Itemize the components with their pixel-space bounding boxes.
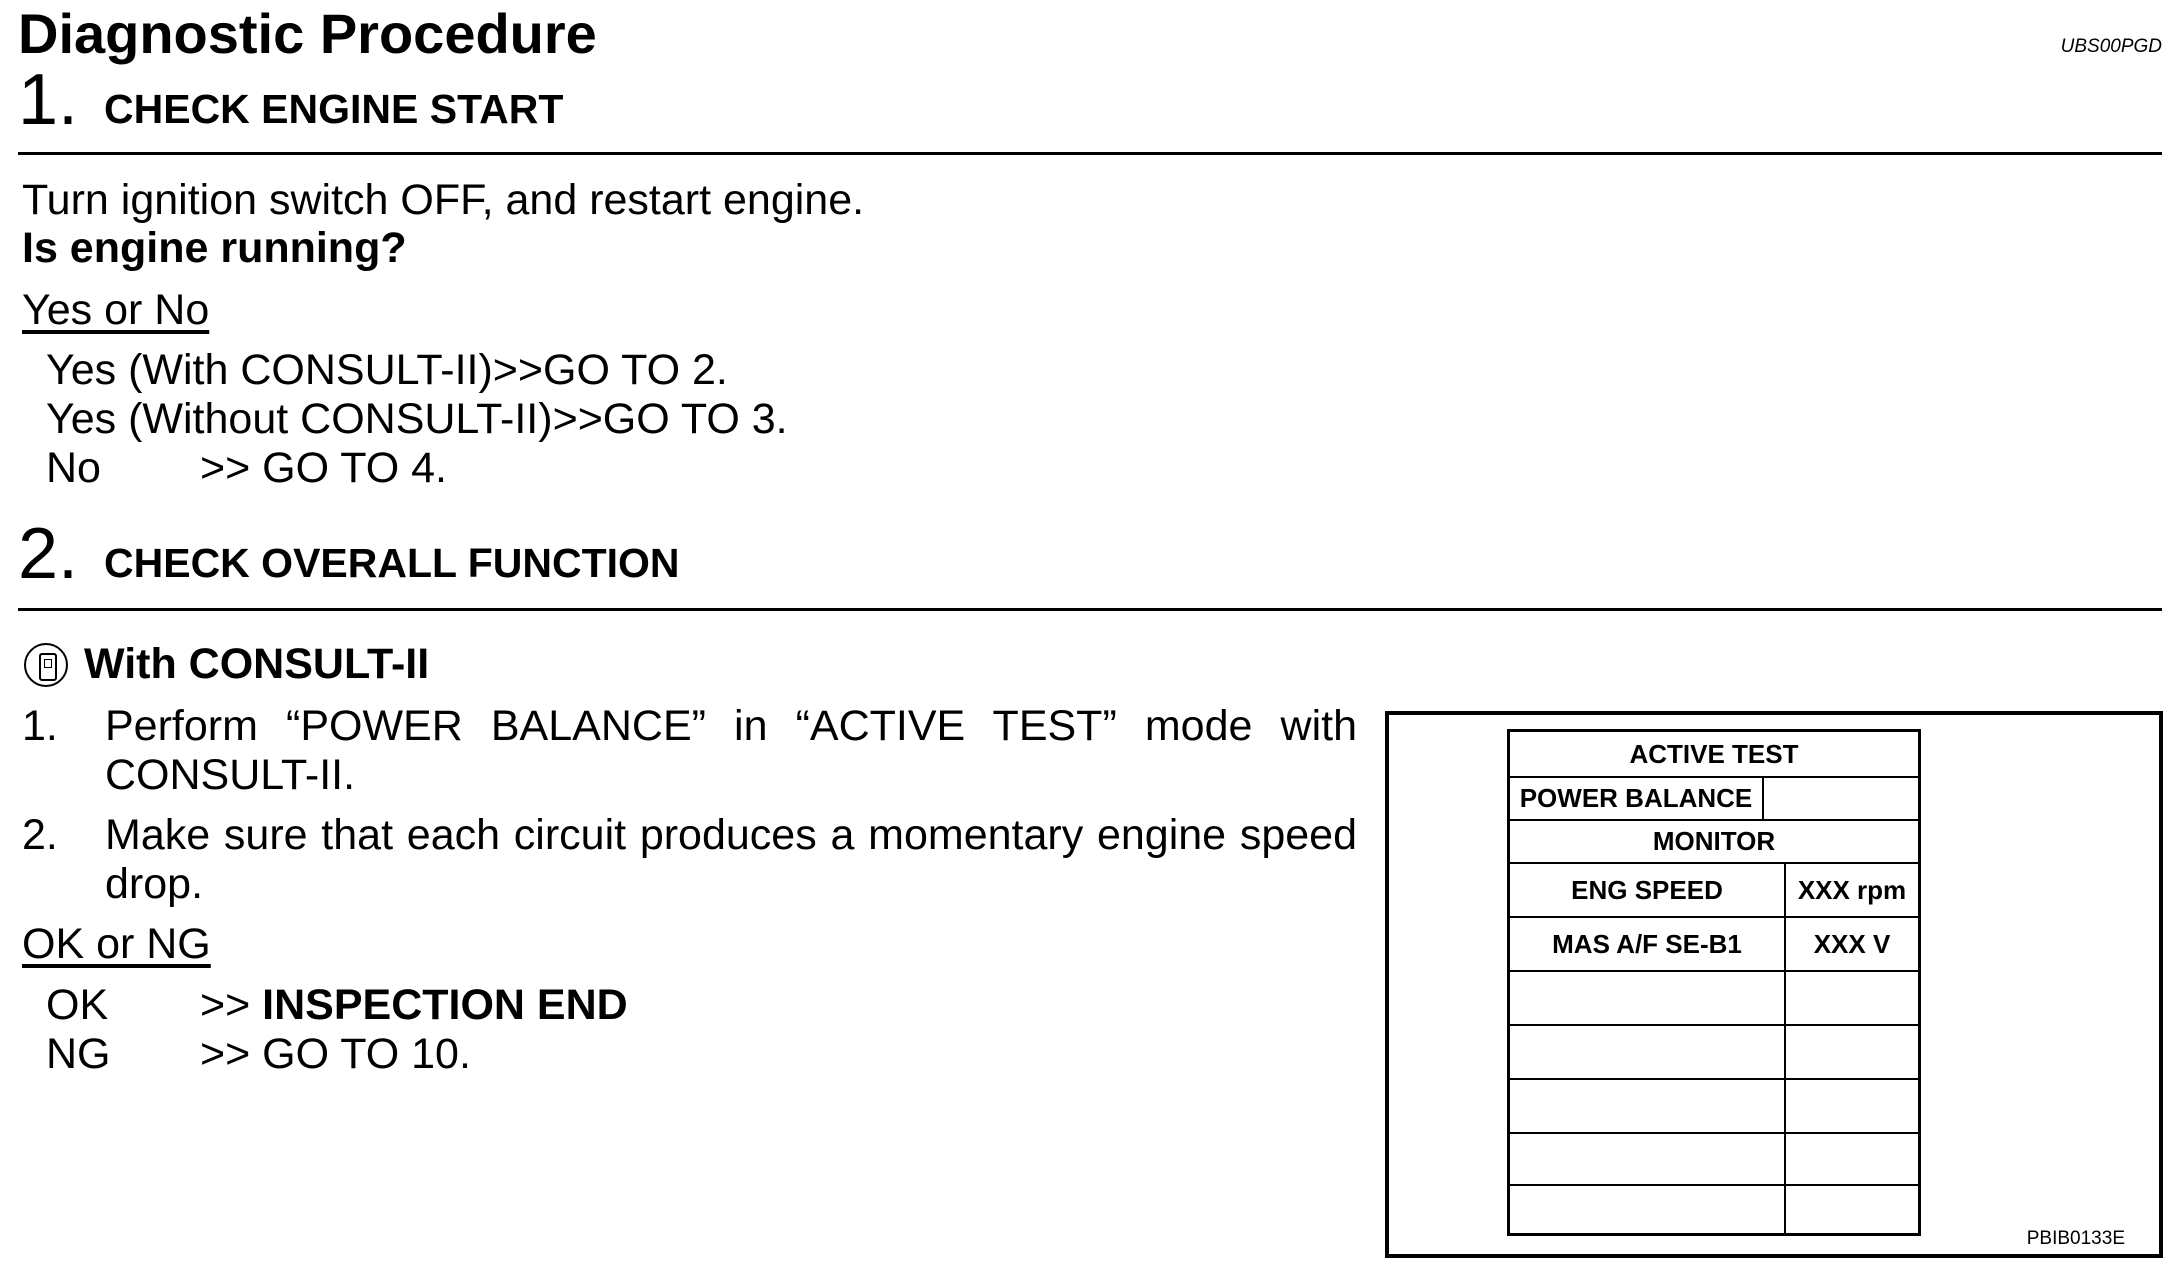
figure-code: PBIB0133E bbox=[2026, 1228, 2125, 1249]
step-1-answer-yes-with bbox=[46, 346, 728, 395]
answer-result-prefix: >> bbox=[200, 1030, 263, 1078]
monitor-item: ENG SPEED bbox=[1510, 864, 1786, 916]
page-title: Diagnostic Procedure bbox=[18, 2, 597, 65]
answer-label: Yes (Without CONSULT-II) bbox=[46, 395, 553, 443]
step-2-title: CHECK OVERALL FUNCTION bbox=[104, 540, 680, 586]
monitor-row bbox=[1510, 1134, 1918, 1186]
monitor-row bbox=[1510, 918, 1918, 972]
step-1-instruction: Turn ignition switch OFF, and restart engine. bbox=[22, 176, 865, 224]
answer-result: >>GO TO 2. bbox=[492, 346, 728, 394]
step-2-instruction-1-number: 1. bbox=[22, 702, 58, 750]
screen-header-row bbox=[1510, 732, 1918, 778]
step-1-number: 1. bbox=[18, 60, 79, 140]
step-2-rule bbox=[18, 608, 2162, 611]
step-2-choice-heading: OK or NG bbox=[22, 920, 211, 968]
monitor-value bbox=[1786, 972, 1918, 1024]
step-1-title: CHECK ENGINE START bbox=[104, 86, 564, 132]
test-item-row bbox=[1510, 778, 1918, 821]
answer-result: GO TO 10. bbox=[262, 1030, 471, 1078]
monitor-value bbox=[1786, 1080, 1918, 1132]
monitor-header: MONITOR bbox=[1652, 826, 1776, 856]
answer-result: INSPECTION END bbox=[262, 981, 628, 1029]
answer-result: >> GO TO 4. bbox=[200, 444, 447, 492]
monitor-item bbox=[1510, 1186, 1786, 1233]
step-1-answer-no bbox=[46, 444, 447, 493]
step-2-instruction-2-number: 2. bbox=[22, 811, 58, 859]
screen-header: ACTIVE TEST bbox=[1629, 738, 1799, 769]
answer-label: Yes (With CONSULT-II) bbox=[46, 346, 493, 394]
step-1-answer-yes-without bbox=[46, 395, 788, 444]
step-2-number: 2. bbox=[18, 514, 79, 594]
monitor-value bbox=[1786, 1026, 1918, 1078]
step-2-method: With CONSULT-II bbox=[84, 640, 430, 688]
step-1-question: Is engine running? bbox=[22, 224, 407, 272]
consult-screen bbox=[1507, 729, 1921, 1236]
answer-label: OK bbox=[46, 981, 109, 1029]
step-2-answer-ng bbox=[46, 1030, 471, 1079]
monitor-item bbox=[1510, 1080, 1786, 1132]
answer-label: No bbox=[46, 444, 101, 492]
answer-label: NG bbox=[46, 1030, 111, 1078]
document-code: UBS00PGD bbox=[2060, 36, 2162, 57]
step-2-instruction-2: Make sure that each circuit produces a momentary engine speed drop. bbox=[105, 811, 1357, 908]
monitor-value bbox=[1786, 1134, 1918, 1184]
monitor-value: XXX V bbox=[1813, 928, 1891, 959]
test-item-value bbox=[1764, 778, 1918, 819]
monitor-row bbox=[1510, 1026, 1918, 1080]
monitor-value: XXX rpm bbox=[1797, 874, 1907, 905]
monitor-value bbox=[1786, 1186, 1918, 1233]
monitor-item: MAS A/F SE-B1 bbox=[1510, 918, 1786, 970]
monitor-row bbox=[1510, 864, 1918, 918]
monitor-item bbox=[1510, 972, 1786, 1024]
consult-icon bbox=[24, 643, 68, 687]
consult-screen-figure bbox=[1385, 711, 2163, 1258]
monitor-row bbox=[1510, 972, 1918, 1026]
step-1-rule bbox=[18, 152, 2162, 155]
monitor-row bbox=[1510, 1186, 1918, 1233]
monitor-header-row bbox=[1510, 821, 1918, 864]
answer-result: >>GO TO 3. bbox=[552, 395, 788, 443]
test-item-label: POWER BALANCE bbox=[1510, 778, 1764, 819]
monitor-item bbox=[1510, 1026, 1786, 1078]
step-2-instruction-1: Perform “POWER BALANCE” in “ACTIVE TEST” mode with CONSULT-II. bbox=[105, 702, 1357, 799]
monitor-item bbox=[1510, 1134, 1786, 1184]
step-2-answer-ok bbox=[46, 981, 628, 1030]
step-1-choice-heading: Yes or No bbox=[22, 286, 210, 334]
monitor-row bbox=[1510, 1080, 1918, 1134]
answer-result-prefix: >> bbox=[200, 981, 263, 1029]
